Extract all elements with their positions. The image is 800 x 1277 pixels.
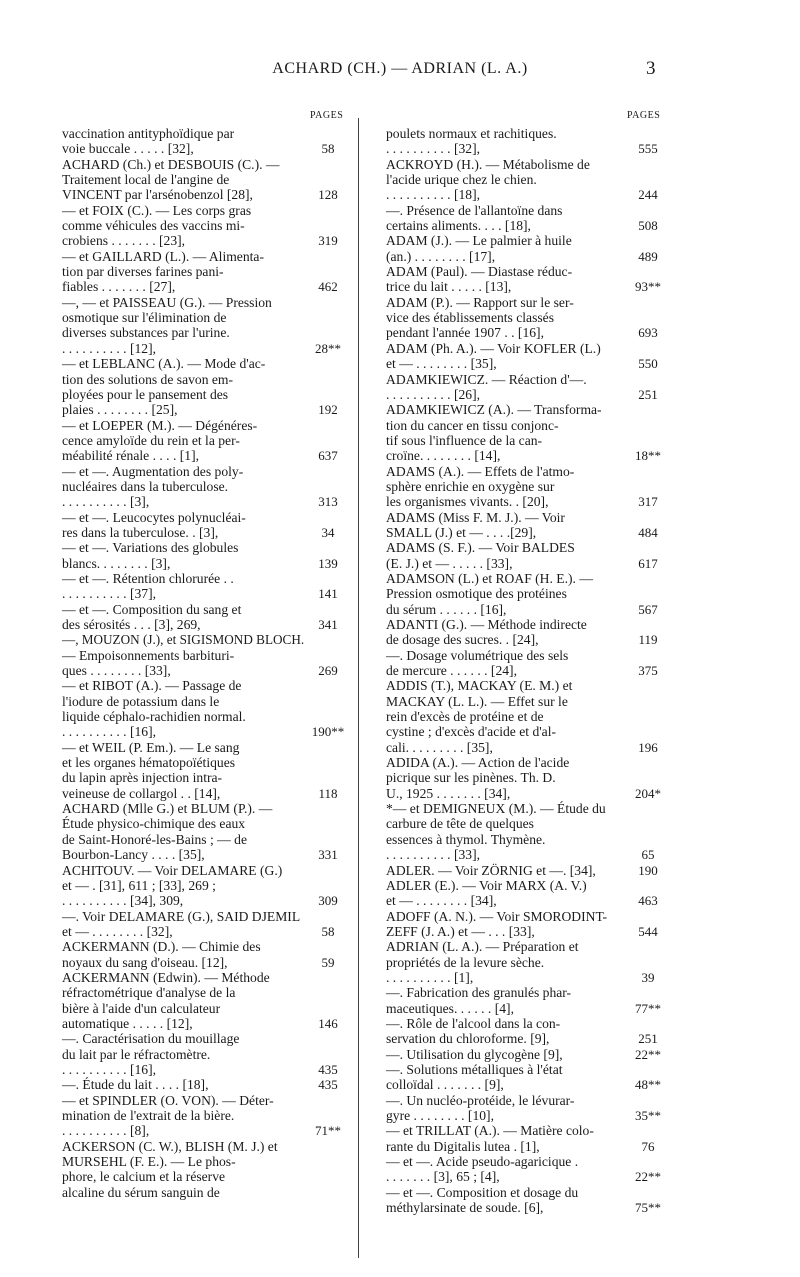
index-line: l'iodure de potassium dans le bbox=[62, 693, 220, 709]
page-reference bbox=[306, 218, 350, 233]
page-reference bbox=[620, 126, 676, 141]
page-reference: 508 bbox=[638, 218, 658, 234]
index-line: ADAM (P.). — Rapport sur le ser- bbox=[386, 294, 574, 310]
page-reference bbox=[306, 479, 350, 494]
index-line: bière à l'aide d'un calculateur bbox=[62, 1000, 221, 1016]
index-line: pendant l'année 1907 . . [16], bbox=[386, 325, 544, 341]
page-reference: 484 bbox=[638, 524, 658, 540]
index-line: . . . . . . . . . . [12], bbox=[62, 340, 157, 356]
index-line: ADAMSON (L.) et ROAF (H. E.). — bbox=[386, 570, 593, 586]
page-reference bbox=[306, 310, 350, 325]
page-reference: 313 bbox=[318, 494, 338, 510]
index-line: . . . . . . . . . . [33], bbox=[386, 847, 481, 863]
index-line: réfractométrique d'analyse de la bbox=[62, 985, 236, 1001]
page-reference bbox=[620, 724, 676, 739]
page-reference: 341 bbox=[318, 617, 338, 632]
index-line: (an.) . . . . . . . . [17], bbox=[386, 248, 496, 264]
page-reference: 34 bbox=[321, 524, 335, 540]
index-line: —. Solutions métalliques à l'état bbox=[386, 1061, 563, 1077]
index-line: — et —. Rétention chlorurée . . bbox=[62, 570, 234, 586]
index-line: — et —. Composition du sang et bbox=[62, 601, 242, 617]
index-line: MACKAY (L. L.). — Effet sur le bbox=[386, 693, 568, 709]
page-reference: 22** bbox=[635, 1169, 661, 1185]
index-line: nucléaires dans la tuberculose. bbox=[62, 478, 229, 494]
page-reference: 75** bbox=[635, 1200, 661, 1216]
index-line: noyaux du sang d'oiseau. [12], bbox=[62, 954, 228, 970]
index-line: ADAMKIEWICZ. — Réaction d'—. bbox=[386, 371, 587, 387]
page-reference bbox=[306, 1169, 350, 1184]
page-reference: 617 bbox=[638, 555, 658, 571]
page-reference bbox=[306, 126, 350, 141]
page-reference bbox=[620, 157, 676, 172]
page-reference: 28** bbox=[315, 340, 341, 356]
page-reference bbox=[620, 479, 676, 494]
page-reference bbox=[620, 172, 676, 187]
index-line: ployées pour le pansement des bbox=[62, 386, 229, 402]
page-reference: 550 bbox=[638, 356, 658, 372]
page-reference bbox=[306, 770, 350, 785]
index-line: crobiens . . . . . . . [23], bbox=[62, 233, 186, 249]
page-reference bbox=[306, 632, 350, 647]
page-reference: 463 bbox=[638, 893, 658, 909]
index-line: — et —. Variations des globules bbox=[62, 540, 239, 556]
page-reference: 18** bbox=[635, 448, 661, 464]
page-number: 3 bbox=[646, 58, 656, 79]
index-line: vice des établissements classés bbox=[386, 310, 554, 326]
index-line: SMALL (J.) et — . . . .[29], bbox=[386, 524, 537, 540]
index-line: U., 1925 . . . . . . . [34], bbox=[386, 785, 511, 801]
index-line: tion par diverses farines pani- bbox=[62, 264, 224, 280]
index-line: comme véhicules des vaccins mi- bbox=[62, 218, 245, 234]
page-reference bbox=[620, 372, 676, 387]
page-reference: 58 bbox=[321, 141, 335, 157]
page-reference: 693 bbox=[638, 325, 658, 341]
index-line: vaccination antityphoïdique par bbox=[62, 126, 235, 141]
page-reference: 71** bbox=[315, 1123, 341, 1139]
index-line: ADAMS (A.). — Effets de l'atmo- bbox=[386, 463, 575, 479]
page-reference bbox=[306, 295, 350, 310]
right-index-column bbox=[386, 126, 616, 1215]
page-reference bbox=[306, 372, 350, 387]
page-reference: 48** bbox=[635, 1077, 661, 1093]
index-line: certains aliments. . . . [18], bbox=[386, 218, 531, 234]
index-line: —. Rôle de l'alcool dans la con- bbox=[386, 1015, 561, 1031]
index-line: —. Un nucléo-protéide, le lévurar- bbox=[386, 1092, 575, 1108]
page-reference bbox=[306, 1047, 350, 1062]
index-line: VINCENT par l'arsénobenzol [28], bbox=[62, 187, 253, 203]
page-reference bbox=[306, 694, 350, 709]
page-reference bbox=[620, 418, 676, 433]
page-reference bbox=[306, 878, 350, 893]
index-line: picrique sur les pinènes. Th. D. bbox=[386, 770, 556, 786]
index-line: ZEFF (J. A.) et — . . . [33], bbox=[386, 923, 535, 939]
index-line: liquide céphalo-rachidien normal. bbox=[62, 709, 246, 725]
page-reference: 196 bbox=[638, 739, 658, 755]
page-reference bbox=[620, 617, 676, 632]
index-line: servation du chloroforme. [9], bbox=[386, 1031, 550, 1047]
index-line: sphère enrichie en oxygène sur bbox=[386, 478, 555, 494]
page-reference: 141 bbox=[318, 586, 338, 602]
index-line: — et LEBLANC (A.). — Mode d'ac- bbox=[62, 356, 266, 372]
page-reference bbox=[306, 985, 350, 1000]
page-reference: 251 bbox=[638, 1031, 658, 1047]
index-line: mination de l'extrait de la bière. bbox=[62, 1108, 235, 1123]
left-index-column bbox=[62, 126, 304, 1200]
page-reference bbox=[306, 816, 350, 831]
index-line: cali. . . . . . . . . [35], bbox=[386, 739, 493, 755]
page-reference bbox=[306, 540, 350, 555]
page-reference bbox=[620, 816, 676, 831]
page-reference bbox=[620, 233, 676, 248]
page-reference bbox=[620, 1093, 676, 1108]
index-line: de mercure . . . . . . [24], bbox=[386, 663, 517, 679]
index-line: maceutiques. . . . . . [4], bbox=[386, 1000, 514, 1016]
index-line: ADANTI (G.). — Méthode indirecte bbox=[386, 617, 587, 632]
page-reference bbox=[306, 433, 350, 448]
page-reference: 35** bbox=[635, 1108, 661, 1123]
index-line: Traitement local de l'angine de bbox=[62, 172, 230, 188]
index-line: ACKROYD (H.). — Métabolisme de bbox=[386, 156, 590, 172]
index-line: — et GAILLARD (L.). — Alimenta- bbox=[62, 248, 264, 264]
index-line: Bourbon-Lancy . . . . [35], bbox=[62, 847, 205, 863]
page-reference: 375 bbox=[638, 663, 658, 679]
page-reference bbox=[620, 694, 676, 709]
index-line: ADLER. — Voir ZÖRNIG et —. [34], bbox=[386, 862, 596, 878]
index-line: ADIDA (A.). — Action de l'acide bbox=[386, 755, 570, 771]
index-line: ques . . . . . . . . [33], bbox=[62, 663, 171, 679]
page-reference bbox=[306, 1154, 350, 1169]
index-line: . . . . . . . . . . [16], bbox=[62, 1061, 157, 1077]
index-line: —. Fabrication des granulés phar- bbox=[386, 985, 572, 1001]
index-line: . . . . . . . . . . [8], bbox=[62, 1123, 150, 1139]
index-line: —, — et PAISSEAU (G.). — Pression bbox=[62, 294, 272, 310]
index-line: veineuse de collargol . . [14], bbox=[62, 785, 221, 801]
page-reference bbox=[620, 295, 676, 310]
page-reference bbox=[620, 1016, 676, 1031]
page-reference: 309 bbox=[318, 893, 338, 909]
index-line: *— et DEMIGNEUX (M.). — Étude du bbox=[386, 801, 606, 817]
index-line: ACHARD (Ch.) et DESBOUIS (C.). — bbox=[62, 156, 280, 172]
page-reference bbox=[306, 418, 350, 433]
page-reference bbox=[620, 341, 676, 356]
index-line: — et —. Acide pseudo-agaricique . bbox=[386, 1154, 579, 1170]
index-line: diverses substances par l'urine. bbox=[62, 325, 230, 341]
page-reference bbox=[306, 801, 350, 816]
index-line: . . . . . . . . . . [1], bbox=[386, 969, 474, 985]
page-reference: 22** bbox=[635, 1046, 661, 1062]
index-line: — et SPINDLER (O. VON). — Déter- bbox=[62, 1092, 274, 1108]
index-line: . . . . . . . . . . [32], bbox=[386, 141, 481, 157]
page-reference bbox=[620, 586, 676, 601]
page-reference: 544 bbox=[638, 923, 658, 939]
index-line: et — . . . . . . . . [35], bbox=[386, 356, 497, 372]
index-line: automatique . . . . . [12], bbox=[62, 1015, 193, 1031]
page-reference: 435 bbox=[318, 1061, 338, 1077]
index-line: fiables . . . . . . . [27], bbox=[62, 279, 176, 295]
index-line: . . . . . . . . . . [26], bbox=[386, 386, 481, 402]
index-line: ADLER (E.). — Voir MARX (A. V.) bbox=[386, 877, 587, 893]
page-reference bbox=[306, 678, 350, 693]
page-reference: 190 bbox=[638, 862, 658, 878]
index-line: des sérosités . . . [3], 269, bbox=[62, 617, 201, 632]
page-reference bbox=[306, 464, 350, 479]
index-line: ADAM (Ph. A.). — Voir KOFLER (L.) bbox=[386, 340, 601, 356]
index-line: ADAMKIEWICZ (A.). — Transforma- bbox=[386, 402, 602, 418]
page-reference bbox=[620, 1062, 676, 1077]
index-line: essences à thymol. Thymène. bbox=[386, 831, 546, 847]
index-line: ADAMS (Miss F. M. J.). — Voir bbox=[386, 509, 565, 525]
page-reference bbox=[306, 939, 350, 954]
index-line: cence amyloïde du rein et la per- bbox=[62, 432, 240, 448]
page-reference: 118 bbox=[318, 785, 338, 801]
page-reference bbox=[620, 1185, 676, 1200]
index-line: tion des solutions de savon em- bbox=[62, 371, 234, 387]
page-reference: 435 bbox=[318, 1077, 338, 1093]
index-line: blancs. . . . . . . . [3], bbox=[62, 555, 171, 571]
page-reference bbox=[620, 510, 676, 525]
index-line: — Empoisonnements barbituri- bbox=[62, 647, 235, 663]
index-line: . . . . . . . . . . [34], 309, bbox=[62, 893, 184, 909]
index-line: méabilité rénale . . . . [1], bbox=[62, 448, 200, 464]
index-line: — et WEIL (P. Em.). — Le sang bbox=[62, 739, 240, 755]
index-line: — et LOEPER (M.). — Dégénéres- bbox=[62, 417, 258, 433]
page-reference bbox=[306, 387, 350, 402]
page-reference: 128 bbox=[318, 187, 338, 203]
index-line: ADAM (J.). — Le palmier à huile bbox=[386, 233, 572, 249]
pages-column-label-right: PAGES bbox=[627, 110, 661, 121]
page-reference: 567 bbox=[638, 601, 658, 617]
index-line: — et FOIX (C.). — Les corps gras bbox=[62, 202, 252, 218]
page-reference: 39 bbox=[641, 969, 655, 985]
index-line: ACHARD (Mlle G.) et BLUM (P.). — bbox=[62, 801, 273, 817]
index-line: Pression osmotique des protéines bbox=[386, 586, 567, 602]
page-reference bbox=[306, 970, 350, 985]
page-reference bbox=[620, 1154, 676, 1169]
page-reference bbox=[306, 909, 350, 924]
index-line: —. Présence de l'allantoïne dans bbox=[386, 202, 563, 218]
index-line: ACHITOUV. — Voir DELAMARE (G.) bbox=[62, 862, 283, 878]
index-line: gyre . . . . . . . . [10], bbox=[386, 1108, 494, 1123]
page-reference: 462 bbox=[318, 279, 338, 295]
page-reference bbox=[620, 402, 676, 417]
page-reference bbox=[620, 433, 676, 448]
page-reference bbox=[306, 755, 350, 770]
index-line: trice du lait . . . . . [13], bbox=[386, 279, 512, 295]
index-line: —. Utilisation du glycogène [9], bbox=[386, 1046, 563, 1062]
index-line: colloïdal . . . . . . . [9], bbox=[386, 1077, 504, 1093]
index-line: carbure de tête de quelques bbox=[386, 816, 534, 832]
index-line: du lait par le réfractomètre. bbox=[62, 1046, 211, 1062]
index-line: et — . . . . . . . . [34], bbox=[386, 893, 497, 909]
index-line: et les organes hématopoïétiques bbox=[62, 755, 236, 771]
index-line: cystine ; d'excès d'acide et d'al- bbox=[386, 724, 557, 740]
page-reference bbox=[620, 770, 676, 785]
index-line: —. Voir DELAMARE (G.), SAID DJEMIL bbox=[62, 908, 301, 924]
page-reference: 637 bbox=[318, 448, 338, 464]
index-line: poulets normaux et rachitiques. bbox=[386, 126, 557, 141]
index-line: res dans la tuberculose. . [3], bbox=[62, 524, 219, 540]
page-reference: 77** bbox=[635, 1000, 661, 1016]
page-reference: 58 bbox=[321, 923, 335, 939]
page-reference bbox=[306, 264, 350, 279]
running-title: ACHARD (CH.) — ADRIAN (L. A.) bbox=[272, 60, 528, 77]
index-line: . . . . . . . . . . [37], bbox=[62, 586, 157, 602]
index-line: plaies . . . . . . . . [25], bbox=[62, 402, 178, 418]
page-reference bbox=[620, 464, 676, 479]
index-line: ADRIAN (L. A.). — Préparation et bbox=[386, 939, 579, 955]
index-line: MURSEHL (F. E.). — Le phos- bbox=[62, 1154, 236, 1170]
index-line: méthylarsinate de soude. [6], bbox=[386, 1200, 544, 1216]
page-reference bbox=[620, 203, 676, 218]
index-line: — et TRILLAT (A.). — Matière colo- bbox=[386, 1123, 594, 1139]
page-reference: 555 bbox=[638, 141, 658, 157]
page-reference bbox=[620, 648, 676, 663]
page-reference: 317 bbox=[638, 494, 658, 510]
page-reference bbox=[306, 1093, 350, 1108]
column-divider bbox=[358, 118, 359, 1258]
page-reference: 146 bbox=[318, 1015, 338, 1031]
page-reference bbox=[620, 801, 676, 816]
page-reference: 190** bbox=[311, 724, 345, 740]
page-reference: 331 bbox=[318, 847, 338, 863]
page-reference bbox=[620, 571, 676, 586]
page-reference: 319 bbox=[318, 233, 338, 249]
index-line: et — . [31], 611 ; [33], 269 ; bbox=[62, 877, 216, 893]
page-reference: 204* bbox=[635, 785, 661, 801]
index-line: ADAM (Paul). — Diastase réduc- bbox=[386, 264, 573, 280]
index-line: ADAMS (S. F.). — Voir BALDES bbox=[386, 540, 575, 556]
page-reference: 119 bbox=[638, 632, 658, 648]
page-reference: 59 bbox=[321, 954, 335, 970]
page-reference bbox=[306, 1031, 350, 1046]
index-line: tion du cancer en tissu conjonc- bbox=[386, 417, 559, 433]
index-line: . . . . . . . . . . [18], bbox=[386, 187, 481, 203]
index-line: croïne. . . . . . . . [14], bbox=[386, 448, 501, 464]
page-reference bbox=[306, 325, 350, 340]
page-reference bbox=[620, 709, 676, 724]
page-reference bbox=[306, 740, 350, 755]
page-reference bbox=[306, 1139, 350, 1154]
index-line: voie buccale . . . . . [32], bbox=[62, 141, 194, 157]
index-line: —, MOUZON (J.), et SIGISMOND BLOCH. bbox=[62, 632, 305, 648]
page-reference bbox=[306, 571, 350, 586]
index-line: alcaline du sérum sanguin de bbox=[62, 1184, 220, 1200]
page-reference bbox=[306, 1001, 350, 1016]
page-reference bbox=[306, 863, 350, 878]
page-reference bbox=[620, 678, 676, 693]
page-reference: 76 bbox=[641, 1138, 655, 1154]
page-reference bbox=[306, 157, 350, 172]
index-line: propriétés de la levure sèche. bbox=[386, 954, 545, 970]
page-reference bbox=[306, 1108, 350, 1123]
index-line: du sérum . . . . . . [16], bbox=[386, 601, 507, 617]
page-reference bbox=[620, 310, 676, 325]
running-header bbox=[0, 60, 800, 88]
index-line: . . . . . . . . . . [16], bbox=[62, 724, 157, 740]
index-line: —. Caractérisation du mouillage bbox=[62, 1031, 240, 1047]
index-line: ADDIS (T.), MACKAY (E. M.) et bbox=[386, 678, 573, 694]
right-page-numbers bbox=[620, 126, 676, 1215]
index-line: — et RIBOT (A.). — Passage de bbox=[62, 678, 242, 694]
index-line: ACKERMANN (Edwin). — Méthode bbox=[62, 969, 270, 985]
page-reference: 489 bbox=[638, 248, 658, 264]
page-reference bbox=[620, 264, 676, 279]
index-line: ACKERSON (C. W.), BLISH (M. J.) et bbox=[62, 1138, 278, 1154]
index-line: — et —. Leucocytes polynucléai- bbox=[62, 509, 246, 525]
page-reference bbox=[306, 602, 350, 617]
page-reference: 139 bbox=[318, 555, 338, 571]
page-reference bbox=[620, 909, 676, 924]
index-line: — et —. Composition et dosage du bbox=[386, 1184, 579, 1200]
index-line: rein d'excès de protéine et de bbox=[386, 709, 544, 725]
index-line: —. Dosage volumétrique des sels bbox=[386, 647, 569, 663]
page-reference bbox=[620, 540, 676, 555]
page-reference bbox=[306, 648, 350, 663]
page-reference bbox=[620, 939, 676, 954]
index-line: Étude physico-chimique des eaux bbox=[62, 816, 246, 832]
pages-column-label-left: PAGES bbox=[310, 110, 344, 121]
index-line: et — . . . . . . . . [32], bbox=[62, 923, 173, 939]
page-reference: 251 bbox=[638, 386, 658, 402]
index-line: ACKERMANN (D.). — Chimie des bbox=[62, 939, 261, 955]
page-reference bbox=[620, 878, 676, 893]
page-reference: 65 bbox=[641, 847, 655, 863]
page-reference bbox=[620, 985, 676, 1000]
index-line: . . . . . . . . . . [3], bbox=[62, 494, 150, 510]
page-reference bbox=[306, 832, 350, 847]
page-reference: 192 bbox=[318, 402, 338, 418]
page-reference bbox=[620, 755, 676, 770]
index-line: phore, le calcium et la réserve bbox=[62, 1169, 226, 1185]
page-reference: 244 bbox=[638, 187, 658, 203]
index-line: du lapin après injection intra- bbox=[62, 770, 223, 786]
index-line: rante du Digitalis lutea . [1], bbox=[386, 1138, 540, 1154]
index-line: . . . . . . . [3], 65 ; [4], bbox=[386, 1169, 500, 1185]
page-reference bbox=[306, 249, 350, 264]
page-reference bbox=[306, 709, 350, 724]
index-line: de dosage des sucres. . [24], bbox=[386, 632, 539, 648]
index-line: (E. J.) et — . . . . . [33], bbox=[386, 555, 513, 571]
index-line: osmotique sur l'élimination de bbox=[62, 310, 227, 326]
index-line: de Saint-Honoré-les-Bains ; — de bbox=[62, 831, 247, 847]
page-reference bbox=[620, 1123, 676, 1138]
page-reference: 93** bbox=[635, 279, 661, 295]
index-line: l'acide urique chez le chien. bbox=[386, 172, 537, 188]
index-line: —. Étude du lait . . . . [18], bbox=[62, 1077, 209, 1093]
index-line: les organismes vivants. . [20], bbox=[386, 494, 549, 510]
index-line: ADOFF (A. N.). — Voir SMORODINT- bbox=[386, 908, 608, 924]
page-reference bbox=[306, 1185, 350, 1200]
index-line: — et —. Augmentation des poly- bbox=[62, 463, 244, 479]
left-page-numbers bbox=[306, 126, 350, 1200]
page-reference bbox=[306, 203, 350, 218]
page-reference: 269 bbox=[318, 663, 338, 679]
page-reference bbox=[306, 356, 350, 371]
page-reference bbox=[620, 955, 676, 970]
page-reference bbox=[306, 172, 350, 187]
page-reference bbox=[620, 832, 676, 847]
index-line: tif sous l'influence de la can- bbox=[386, 432, 543, 448]
page-reference bbox=[306, 510, 350, 525]
